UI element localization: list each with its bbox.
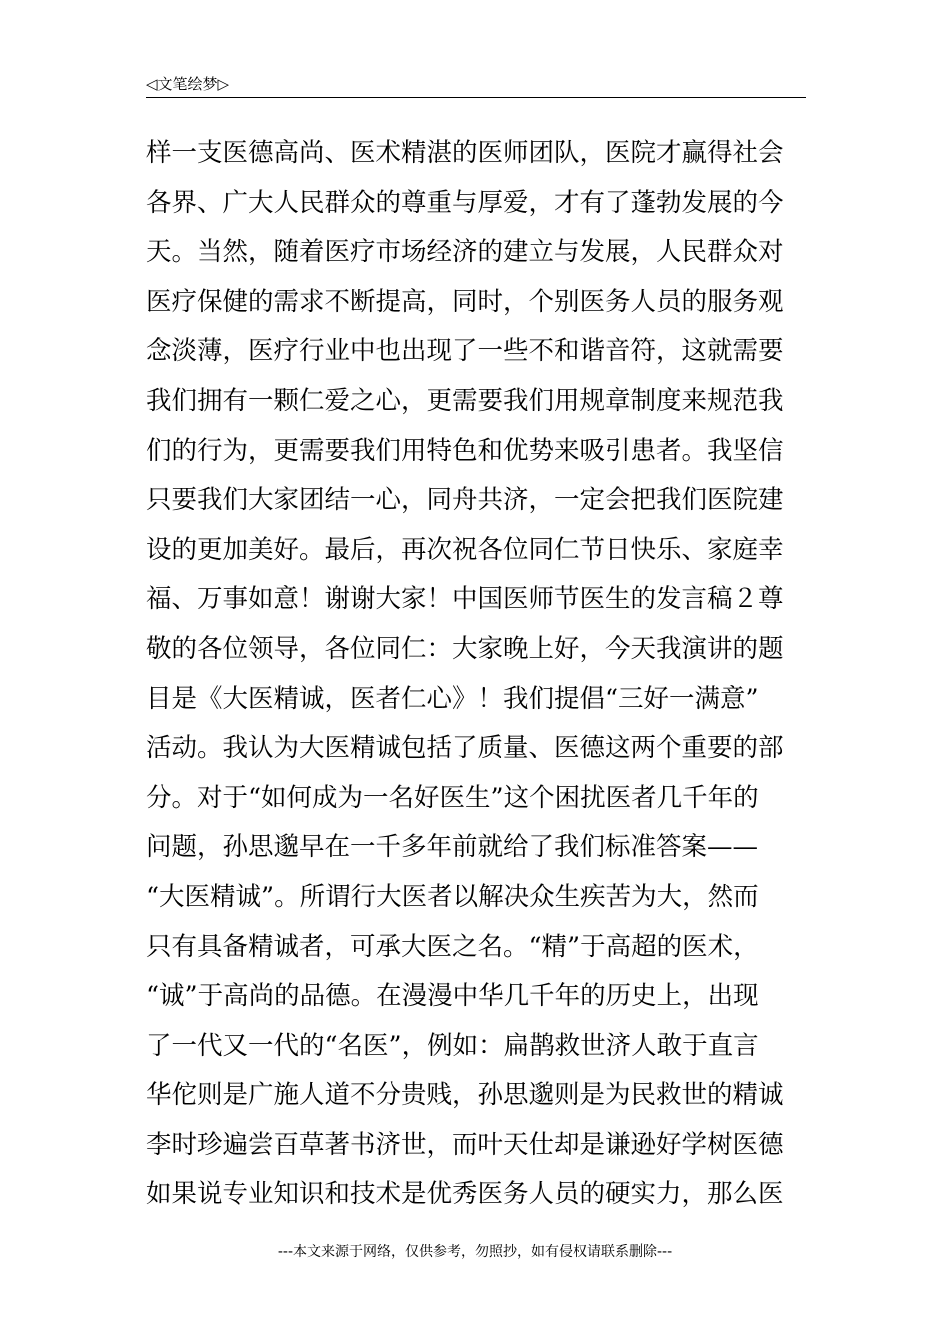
body-line: 医疗保健的需求不断提高，同时，个别医务人员的服务观 bbox=[146, 286, 784, 317]
body-line: 我们拥有一颗仁爱之心，更需要我们用规章制度来规范我 bbox=[146, 385, 784, 416]
body-line: 只要我们大家团结一心，同舟共济，一定会把我们医院建 bbox=[146, 485, 784, 516]
body-line: 们的行为，更需要我们用特色和优势来吸引患者。我坚信 bbox=[146, 435, 784, 466]
document-body bbox=[146, 129, 816, 1220]
page-header-title: ◁文笔绘梦▷ bbox=[146, 75, 230, 93]
body-line: 分。对于“如何成为一名好医生”这个困扰医者几千年的 bbox=[146, 782, 759, 813]
body-line: 活动。我认为大医精诚包括了质量、医德这两个重要的部 bbox=[146, 733, 784, 764]
body-line: “诚”于高尚的品德。在漫漫中华几千年的历史上，出现 bbox=[146, 981, 759, 1012]
body-line: 设的更加美好。最后，再次祝各位同仁节日快乐、家庭幸 bbox=[146, 534, 784, 565]
body-line: 敬的各位领导，各位同仁：大家晚上好，今天我演讲的题 bbox=[146, 633, 784, 664]
body-line: 只有具备精诚者，可承大医之名。“精”于高超的医术， bbox=[146, 931, 759, 962]
body-line: 各界、广大人民群众的尊重与厚爱，才有了蓬勃发展的今 bbox=[146, 187, 784, 218]
body-line: 天。当然，随着医疗市场经济的建立与发展，人民群众对 bbox=[146, 237, 784, 268]
footer-disclaimer: ---本文来源于网络，仅供参考，勿照抄，如有侵权请联系删除--- bbox=[277, 1244, 673, 1260]
body-line: 目是《大医精诚，医者仁心》！我们提倡“三好一满意” bbox=[146, 683, 759, 714]
body-line: 华佗则是广施人道不分贵贱，孙思邈则是为民救世的精诚 bbox=[146, 1080, 784, 1111]
body-line: 李时珍遍尝百草著书济世，而叶天仕却是谦逊好学树医德 bbox=[146, 1129, 784, 1160]
body-line: 样一支医德高尚、医术精湛的医师团队，医院才赢得社会 bbox=[146, 138, 784, 168]
body-line: 如果说专业知识和技术是优秀医务人员的硬实力，那么医 bbox=[146, 1179, 784, 1210]
body-line: “大医精诚”。所谓行大医者以解决众生疾苦为大，然而 bbox=[146, 881, 759, 912]
body-line: 了一代又一代的“名医”，例如：扁鹊救世济人敢于直言 bbox=[146, 1030, 759, 1061]
body-line: 福、万事如意！谢谢大家！中国医师节医生的发言稿２尊 bbox=[146, 584, 784, 615]
body-line: 问题，孙思邈早在一千多年前就给了我们标准答案—— bbox=[146, 832, 759, 863]
body-line: 念淡薄，医疗行业中也出现了一些不和谐音符，这就需要 bbox=[146, 336, 784, 367]
header-divider bbox=[146, 97, 806, 98]
